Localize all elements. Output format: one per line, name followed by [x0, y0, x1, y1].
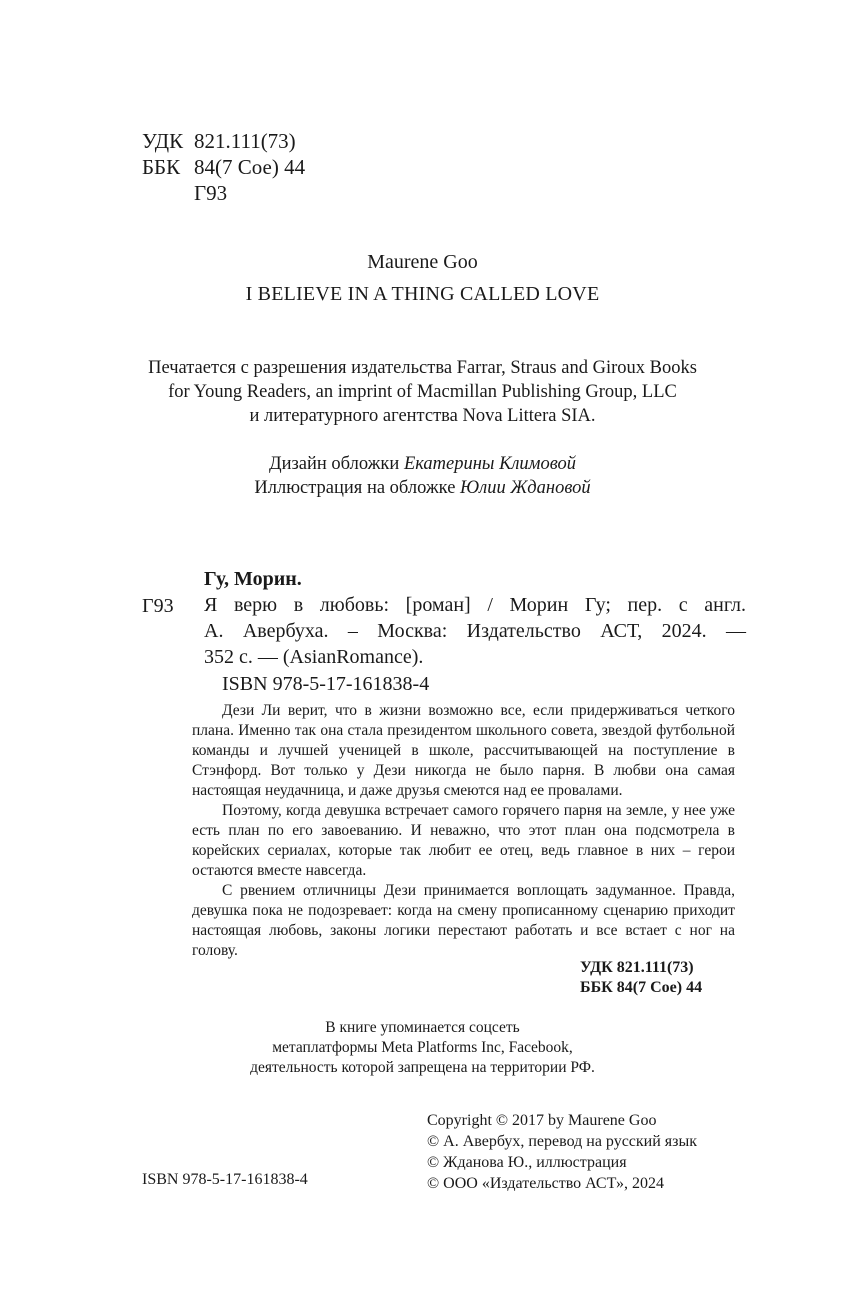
author-mark: Г93 [194, 181, 228, 205]
bib-author-mark: Г93 [142, 595, 174, 617]
cover-design-label: Дизайн обложки [268, 454, 400, 474]
bib-line: Я верю в любовь: [роман] / Морин Гу; пер. с англ. [204, 594, 746, 616]
udk-row [142, 128, 305, 154]
cover-design-name: Екатерины Климовой [403, 454, 577, 474]
permission-line: и литературного агентства Nova Littera SIA. [249, 406, 596, 426]
bib-line: 352 с. — (AsianRomance). [204, 646, 424, 668]
bbk-label: ББК [142, 155, 181, 179]
classification-block [142, 128, 305, 206]
bib-author-heading: Гу, Морин. [204, 568, 302, 590]
copyright-line: Copyright © 2017 by Maurene Goo [427, 1112, 657, 1129]
original-author: Maurene Goo [367, 251, 478, 273]
classification-summary [580, 958, 702, 998]
original-title: I BELIEVE IN A THING CALLED LOVE [245, 283, 600, 305]
footer-isbn: ISBN 978-5-17-161838-4 [142, 1171, 308, 1188]
illustration-name: Юлии Ждановой [460, 478, 591, 498]
cover-design-credit [0, 452, 845, 476]
annotation [192, 701, 735, 961]
bbk-value: 84(7 Сое) 44 [194, 155, 306, 179]
permission-notice [0, 356, 845, 428]
meta-notice-line: метаплатформы Meta Platforms Inc, Facebook, [272, 1039, 573, 1056]
permission-line: Печатается с разрешения издательства Farrar, Straus and Giroux Books [148, 358, 697, 378]
annotation-paragraph: Дези Ли верит, что в жизни возможно все, если придерживаться четкого плана. Именно так она стала президентом школьного совета, звездой футбольной команды и лучшей ученицей в школе, рассчитывающей на поступление в Стэнфорд. Вот только у Дези никогда не было парня. В любви она самая настоящая неудачница, и даже друзья смеются над ее провалами. [192, 702, 735, 799]
permission-line: for Young Readers, an imprint of Macmillan Publishing Group, LLC [168, 382, 677, 402]
udk-value: 821.111(73) [194, 129, 296, 153]
meta-notice-line: деятельность которой запрещена на территории РФ. [250, 1059, 595, 1076]
bib-description [204, 592, 746, 670]
annotation-paragraph: Поэтому, когда девушка встречает самого горячего парня на земле, у нее уже есть план по его завоеванию. И неважно, что этот план она подсмотрела в корейских сериалах, которые так любит ее отец, ведь главное в них – герои остаются вместе навсегда. [192, 802, 735, 879]
bbk-row [142, 154, 305, 180]
copyright-line: © ООО «Издательство АСТ», 2024 [427, 1175, 664, 1192]
udk-label: УДК [142, 129, 184, 153]
copyright-line: © А. Авербух, перевод на русский язык [427, 1133, 698, 1150]
bib-line: А. Авербуха. – Москва: Издательство АСТ, 2024. — [204, 620, 746, 642]
copyright-line: © Жданова Ю., иллюстрация [427, 1154, 627, 1171]
bib-isbn: ISBN 978-5-17-161838-4 [222, 673, 430, 695]
bbk-summary: ББК 84(7 Сое) 44 [580, 979, 703, 996]
udk-summary: УДК 821.111(73) [580, 959, 694, 976]
design-credits [0, 452, 845, 500]
meta-notice [0, 1018, 845, 1078]
annotation-paragraph: С рвением отличницы Дези принимается воплощать задуманное. Правда, девушка пока не подозревает: когда на смену прописанному сценарию приходит настоящая любовь, законы логики перестают работать и все встает с ног на голову. [192, 882, 735, 959]
copyright-block [427, 1110, 697, 1194]
meta-notice-line: В книге упоминается соцсеть [325, 1019, 520, 1036]
illustration-label: Иллюстрация на обложке [254, 478, 456, 498]
illustration-credit [0, 476, 845, 500]
